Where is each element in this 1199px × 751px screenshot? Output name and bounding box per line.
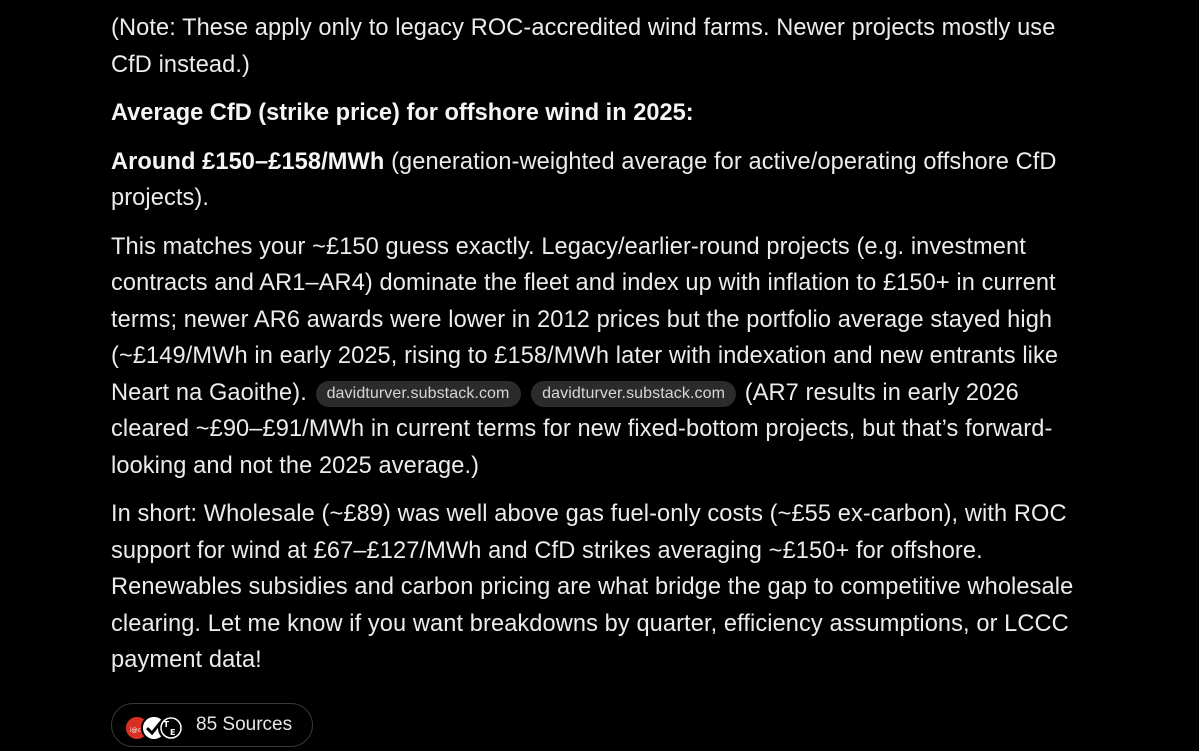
summary-rest: (generation-weighted average for active/operating offshore CfD projects). [111,148,1057,211]
source-favicons [124,712,186,738]
citation-chip-2[interactable]: davidturver.substack.com [531,381,736,407]
sources-label: 85 Sources [196,714,293,735]
note-paragraph: (Note: These apply only to legacy ROC-accredited wind farms. Newer projects mostly use CfD instead.) [111,15,1056,78]
section-heading: Average CfD (strike price) for offshore wind in 2025: [111,100,694,126]
summary-paragraph [111,144,1091,217]
svg-text:i@c: i@c [130,727,141,734]
citation-chip-1[interactable]: davidturver.substack.com [316,381,521,407]
te-favicon-icon [158,715,184,741]
sources-button[interactable] [111,703,313,747]
svg-text:E: E [170,728,176,737]
detail-text-before: This matches your ~£150 guess exactly. Legacy/earlier-round projects (e.g. investment contracts and AR1–AR4) dominate the fleet and index up with inflation to £150+ in current terms; newer AR6 awards were lower in 2012 prices but the portfolio average stayed high (~£149/MWh in early 2025, rising to £158/MWh later with indexation and new entrants like Neart na Gaoithe). [111,233,1059,406]
svg-text:T: T [163,720,169,729]
conclusion-paragraph: In short: Wholesale (~£89) was well above gas fuel-only costs (~£55 ex-carbon), with ROC support for wind at £67–£127/MWh and CfD strikes averaging ~£150+ for offshore. Renewables subsidies and carbon pricing are what bridge the gap to competitive wholesale clearing. Let me know if you want breakdowns by quarter, efficiency assumptions, or LCCC payment data! [111,501,1074,673]
summary-bold: Around £150–£158/MWh [111,148,385,175]
response-content [111,10,1091,691]
detail-text-after: (AR7 results in early 2026 cleared ~£90–£91/MWh in current terms for new fixed-bottom projects, but that’s forward-looking and not the 2025 average.) [111,379,1053,479]
detail-paragraph [111,229,1091,485]
